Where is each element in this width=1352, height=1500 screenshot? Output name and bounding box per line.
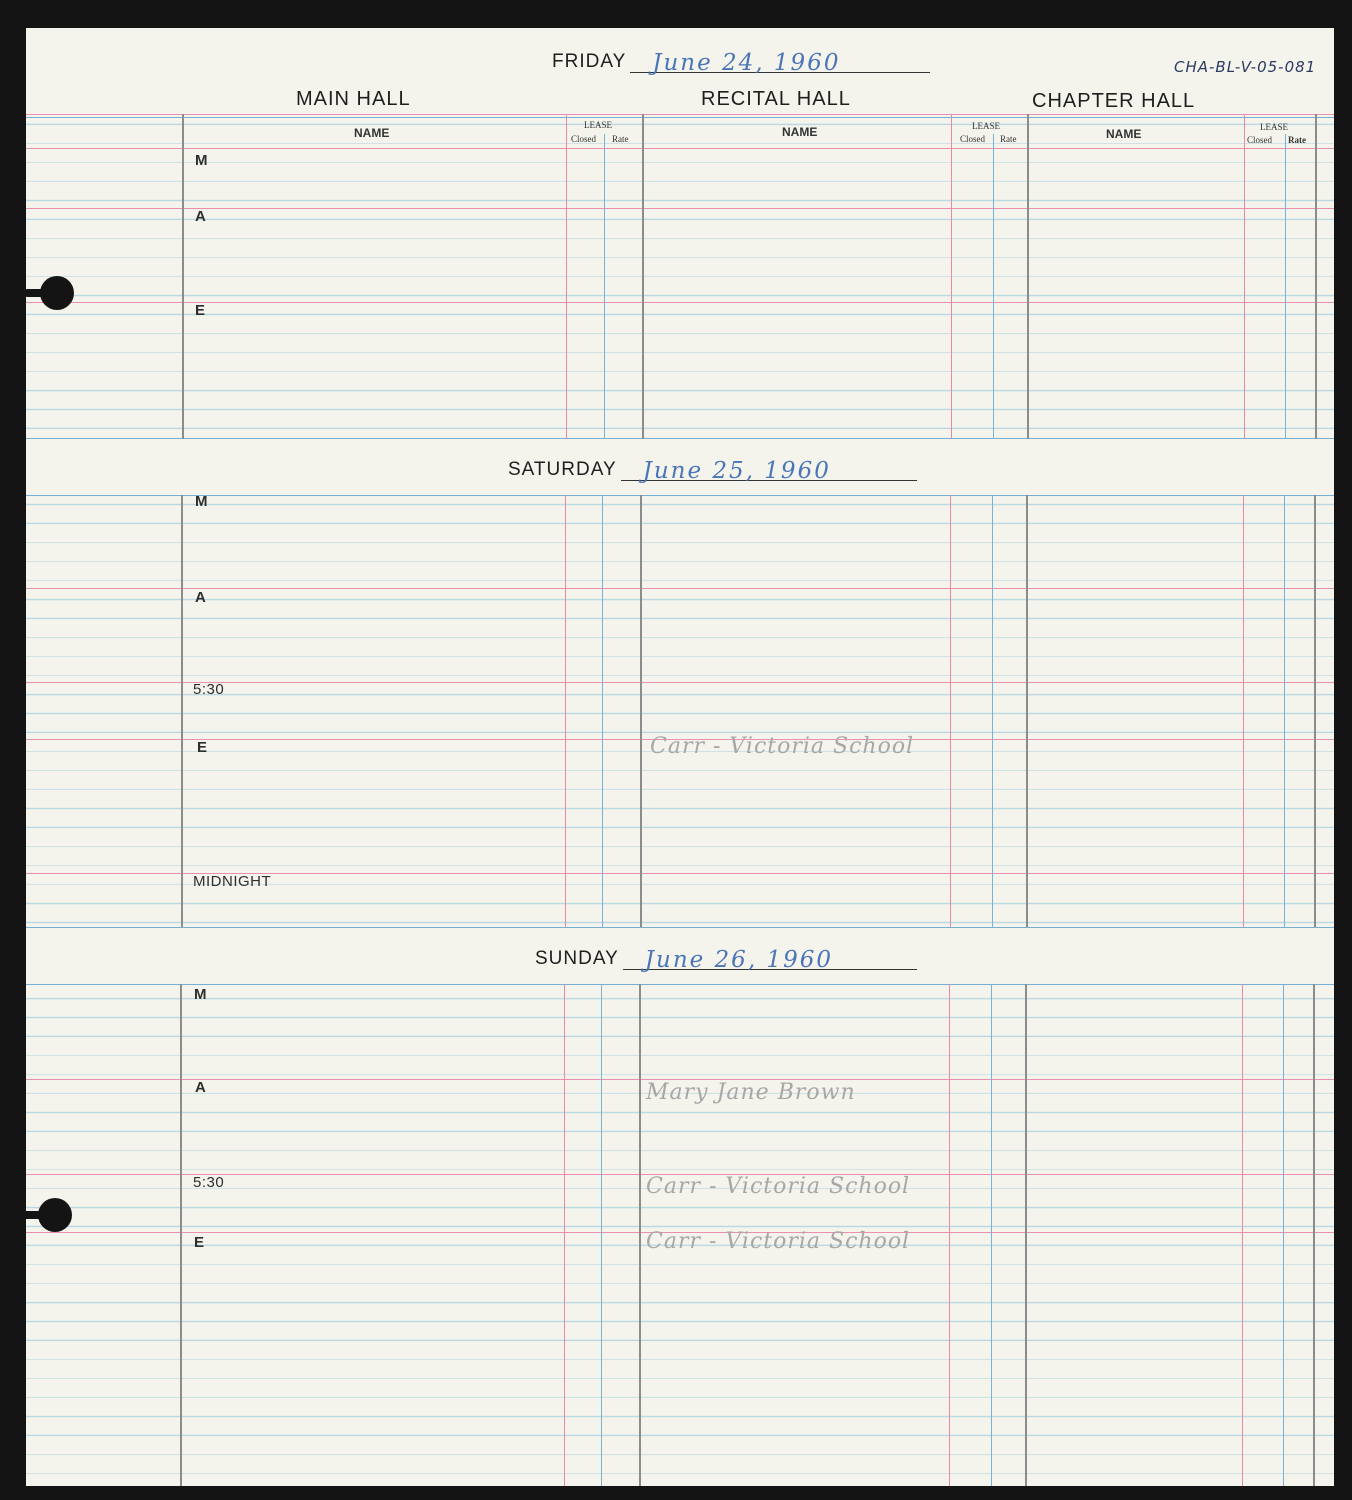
column-divider xyxy=(1285,134,1286,439)
column-divider xyxy=(951,114,952,439)
column-divider xyxy=(640,495,642,927)
main-rate-header: Rate xyxy=(612,134,629,144)
column-divider xyxy=(1244,114,1245,439)
saturday-start-rule xyxy=(26,495,1334,496)
slot-label: 5:30 xyxy=(193,681,225,698)
recital-hall-heading: RECITAL HALL xyxy=(701,88,851,110)
recital-name-header: NAME xyxy=(782,125,818,139)
column-divider xyxy=(1315,114,1317,439)
column-divider xyxy=(639,984,641,1486)
booking-entry: Carr - Victoria School xyxy=(650,734,915,759)
column-divider xyxy=(1025,984,1027,1486)
slot-label: A xyxy=(195,589,207,606)
header-rule-bottom xyxy=(26,148,1334,149)
slot-label: E xyxy=(194,1234,205,1251)
main-name-header: NAME xyxy=(354,126,390,140)
slot-label: M xyxy=(195,152,208,169)
column-divider xyxy=(949,984,950,1486)
column-divider xyxy=(564,984,565,1486)
column-divider xyxy=(604,134,605,439)
column-divider xyxy=(993,134,994,439)
slot-label: M xyxy=(195,493,208,510)
slot-label: MIDNIGHT xyxy=(193,873,272,890)
slot-label: E xyxy=(197,739,208,756)
day-name: SUNDAY xyxy=(535,948,619,969)
binder-hole-tab xyxy=(24,289,48,297)
column-divider xyxy=(565,495,566,927)
day-name: SATURDAY xyxy=(508,459,617,480)
friday-end-rule xyxy=(26,438,1334,439)
booking-entry: Carr - Victoria School xyxy=(646,1229,911,1254)
column-divider xyxy=(180,984,182,1486)
column-divider xyxy=(950,495,951,927)
date-handwritten: June 26, 1960 xyxy=(644,947,833,973)
column-divider xyxy=(601,984,602,1486)
header-rule-blue xyxy=(26,117,1334,118)
friday-e-rule xyxy=(26,302,1334,303)
recital-lease-header: LEASE xyxy=(972,121,1000,131)
recital-closed-header: Closed xyxy=(960,134,986,144)
recital-rate-header: Rate xyxy=(1000,134,1017,144)
slot-label: E xyxy=(195,302,206,319)
booking-entry: Carr - Victoria School xyxy=(646,1174,911,1199)
booking-entry: Mary Jane Brown xyxy=(646,1080,856,1105)
day-name: FRIDAY xyxy=(552,51,627,72)
date-handwritten: June 25, 1960 xyxy=(642,458,831,484)
column-divider xyxy=(181,495,183,927)
sunday-start-rule xyxy=(26,984,1334,985)
slot-label: A xyxy=(195,1079,207,1096)
column-divider xyxy=(1284,495,1285,927)
saturday-end-rule xyxy=(26,927,1334,928)
column-divider xyxy=(602,495,603,927)
main-closed-header: Closed xyxy=(571,134,597,144)
column-divider xyxy=(1026,495,1028,927)
column-divider xyxy=(1242,984,1243,1486)
catalog-number: CHA-BL-V-05-081 xyxy=(1174,58,1317,76)
friday-a-rule xyxy=(26,208,1334,209)
sunday-heading xyxy=(535,939,917,973)
chapter-rate-header: Rate xyxy=(1288,135,1306,145)
date-handwritten: June 24, 1960 xyxy=(652,50,841,76)
slot-label: A xyxy=(195,208,207,225)
column-divider xyxy=(182,114,184,439)
chapter-hall-heading: CHAPTER HALL xyxy=(1032,90,1196,112)
date-line xyxy=(630,42,930,76)
column-divider xyxy=(566,114,567,439)
header-rule-top xyxy=(26,114,1334,115)
column-divider xyxy=(1314,495,1316,927)
slot-label: M xyxy=(194,986,207,1003)
column-divider xyxy=(1313,984,1315,1486)
friday-heading xyxy=(552,42,930,76)
main-lease-header: LEASE xyxy=(584,120,612,130)
saturday-heading xyxy=(508,450,917,484)
column-divider xyxy=(1027,114,1029,439)
chapter-closed-header: Closed xyxy=(1247,135,1273,145)
binder-hole-tab xyxy=(22,1211,46,1219)
column-divider xyxy=(992,495,993,927)
column-divider xyxy=(991,984,992,1486)
column-divider xyxy=(1243,495,1244,927)
saturday-a-rule xyxy=(26,588,1334,589)
date-line xyxy=(623,939,917,973)
chapter-lease-header: LEASE xyxy=(1260,122,1288,132)
column-divider xyxy=(642,114,644,439)
main-hall-heading: MAIN HALL xyxy=(296,88,411,110)
column-divider xyxy=(1283,984,1284,1486)
ledger-page xyxy=(26,28,1334,1486)
slot-label: 5:30 xyxy=(193,1174,225,1191)
chapter-name-header: NAME xyxy=(1106,127,1142,141)
date-line xyxy=(621,450,917,484)
